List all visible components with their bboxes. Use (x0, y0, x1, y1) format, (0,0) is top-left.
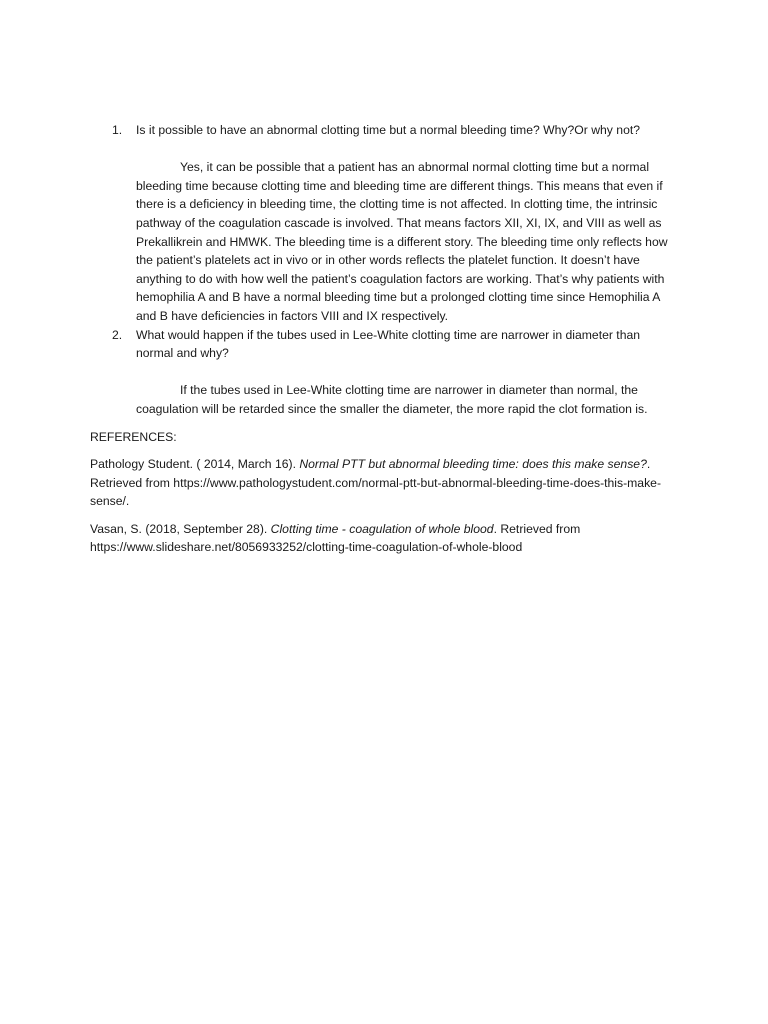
reference-title: Clotting time - coagulation of whole blood (270, 521, 494, 536)
reference-title: Normal PTT but abnormal bleeding time: does this make sense? (299, 457, 647, 472)
spacer (90, 140, 676, 159)
question-text: What would happen if the tubes used in Lee-White clotting time are narrower in diameter than normal and why? (136, 327, 641, 361)
spacer (90, 419, 676, 428)
question-number: 1. (112, 123, 123, 137)
reference-prefix: Vasan, S. (2018, September 28). (90, 521, 271, 536)
question-text: Is it possible to have an abnormal clotting time but a normal bleeding time? Why?Or why not? (136, 123, 641, 137)
reference-suffix: . Retrieved from https://www.slideshare.net/8056933252/clotting-time-coagulation-of-whole-blood (90, 521, 581, 555)
answer-text-2: If the tubes used in Lee-White clotting time are narrower in diameter than normal, the coagulation will be retarded since the smaller the diameter, the more rapid the clot formation is. (136, 383, 648, 416)
references-heading: REFERENCES: (90, 429, 177, 444)
reference-prefix: Pathology Student. ( 2014, March 16). (90, 457, 300, 472)
spacer (90, 511, 676, 520)
reference-entry-2 (90, 520, 676, 557)
reference-entry-1 (90, 455, 676, 511)
spacer (90, 363, 676, 382)
document-body (90, 121, 676, 557)
answer-text-1: Yes, it can be possible that a patient has an abnormal normal clotting time but a normal bleeding time because clotting time and bleeding time are different things. This means that even if there is a deficiency in bleeding time, the clotting time is not affected. In clotting time, the intrinsic pathway of the coagulation cascade is involved. That means factors XII, XI, IX, and VIII as well as Prekallikrein and HMWK. The bleeding time is a different story. The bleeding time only reflects how the patient’s platelets act in vivo or in other words reflects the platelet function. It doesn’t have anything to do with how well the patient’s coagulation factors are working. That’s why patients with hemophilia A and B have a normal bleeding time but a prolonged clotting time since Hemophilia A and B have deficiencies in factors VIII and IX respectively. (136, 160, 668, 323)
reference-suffix: . Retrieved from https://www.pathologystudent.com/normal-ptt-but-abnormal-bleeding-time-does-this-make-sense/. (90, 457, 662, 509)
question-number: 2. (112, 327, 123, 342)
spacer (90, 446, 676, 455)
question-item-2 (90, 326, 676, 363)
question-item-1 (90, 121, 676, 140)
